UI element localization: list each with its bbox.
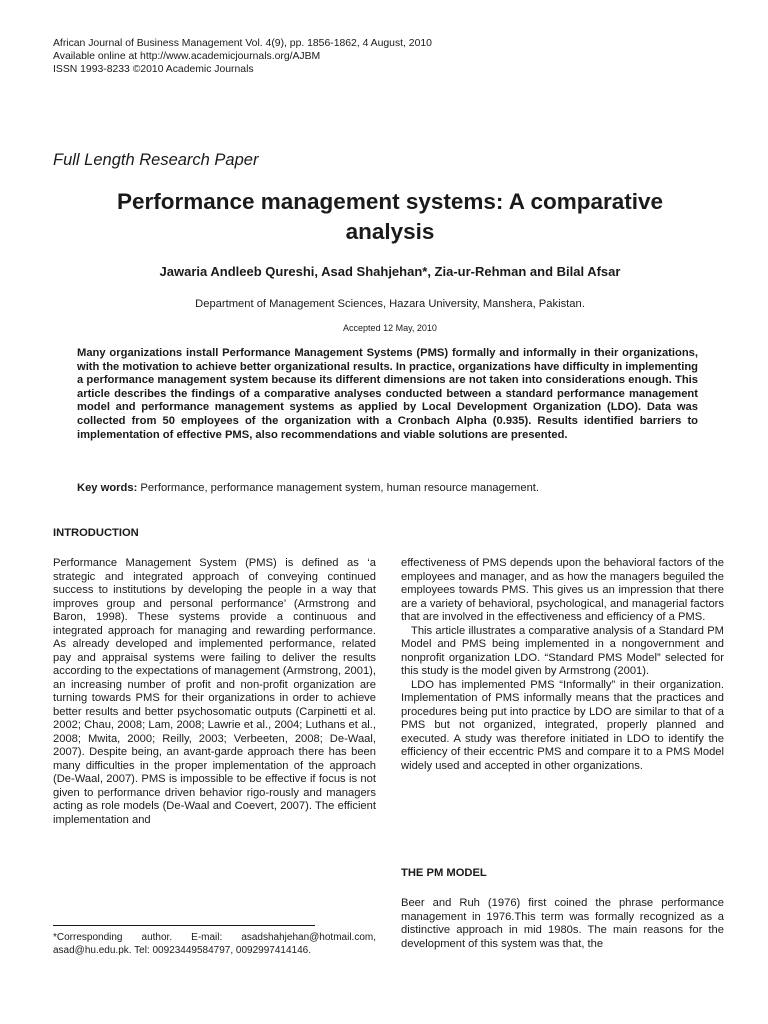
- keywords-label: Key words:: [77, 482, 138, 494]
- intro-paragraph-1: Performance Management System (PMS) is defined as ‘a strategic and integrated approach of conveying continued success to institutions by developing the people in a way that improves group and personal performance’ (Armstrong and Baron, 1998). These systems provide a continuous and integrated approach for managing and rewarding performance. As already developed and implemented performance, related pay and appraisal systems were failing to deliver the results according to the expectations of management (Armstrong, 2001), an increasing number of profit and non-profit organization are turning towards PMS for their organizations in order to achieve better results and better psychosomatic outputs (Carpinetti et al. 2002; Chau, 2008; Lam, 2008; Lawrie et al., 2004; Luthans et al., 2008; Mwita, 2000; Reilly, 2003; Verbeeten, 2008; De-Waal, 2007). Despite being, an avant-garde approach there has been many difficulties in the proper implementation of the approach (De-Waal, 2007). PMS is impossible to be effective if focus is not given to performance driven behavior rigo-rously and managers acting as role models (De-Waal and Coevert, 2007). The efficient implementation and: [53, 557, 376, 826]
- footnote-divider: [53, 925, 315, 926]
- keywords-text: Performance, performance management system, human resource management.: [137, 482, 540, 494]
- paper-title-line-2: analysis: [345, 219, 435, 244]
- intro-paragraph-3: This article illustrates a comparative analysis of a Standard PM Model and PMS being implemented in a nongovernment and nonprofit organization LDO. “Standard PMS Model” selected for this study is the model given by Armstrong (2001).: [401, 624, 724, 677]
- paper-type: Full Length Research Paper: [53, 151, 259, 169]
- keywords: [77, 482, 717, 494]
- abstract: Many organizations install Performance Management Systems (PMS) formally and informally in their organizations, with the motivation to achieve better organizational results. In practice, organizations have difficulty in implementing a performance management system because its different dimensions are not taken into considerations enough. This article describes the findings of a comparative analyses conducted between a standard performance management model and performance management systems as applied by Local Development Organization (LDO). Data was collected from 50 employees of the organization with a Cronbach Alpha (0.935). Results identified barriers to implementation of effective PMS, also recommendations and viable solutions are presented.: [77, 347, 699, 441]
- paper-title: [60, 187, 720, 247]
- intro-paragraph-4: LDO has implemented PMS “Informally” in their organization. Implementation of PMS informally means that the practices and procedures being put into practice by LDO are similar to that of a PMS but not organized, integrated, properly planned and executed. A study was therefore initiated in LDO to identify the efficiency of their eccentric PMS and compare it to a PMS Model widely used and accepted in other organizations.: [401, 678, 724, 772]
- pm-model-paragraph: Beer and Ruh (1976) first coined the phrase performance management in 1976.This term was formally recognized as a distinctive approach in mid 1980s. The main reasons for the development of this system was that, the: [401, 897, 724, 950]
- introduction-heading: INTRODUCTION: [53, 527, 139, 539]
- intro-paragraph-2: effectiveness of PMS depends upon the behavioral factors of the employees and manager, and as how the managers beguiled the employees towards PMS. This gives us an impression that there are a variety of behavioral, psychological, and managerial factors that are involved in the effectiveness and efficiency of a PMS.: [401, 557, 724, 623]
- pm-model-heading: THE PM MODEL: [401, 867, 487, 879]
- pm-model-column: [401, 897, 724, 951]
- left-column: [53, 557, 376, 827]
- journal-citation: African Journal of Business Management Vol. 4(9), pp. 1856-1862, 4 August, 2010: [53, 38, 432, 49]
- journal-header: [53, 37, 432, 76]
- corresponding-author-footnote: *Corresponding author. E-mail: asadshahjehan@hotmail.com, asad@hu.edu.pk. Tel: 00923449584797, 0092997414146.: [53, 932, 376, 956]
- author-affiliation: Department of Management Sciences, Hazara University, Manshera, Pakistan.: [195, 298, 585, 310]
- right-column: [401, 557, 724, 773]
- author-list: Jawaria Andleeb Qureshi, Asad Shahjehan*, Zia-ur-Rehman and Bilal Afsar: [159, 264, 621, 279]
- journal-availability: Available online at http://www.academicjournals.org/AJBM: [53, 51, 321, 62]
- accepted-date: Accepted 12 May, 2010: [343, 323, 437, 333]
- journal-issn: ISSN 1993-8233 ©2010 Academic Journals: [53, 64, 254, 75]
- paper-title-line-1: Performance management systems: A comparative: [116, 189, 664, 214]
